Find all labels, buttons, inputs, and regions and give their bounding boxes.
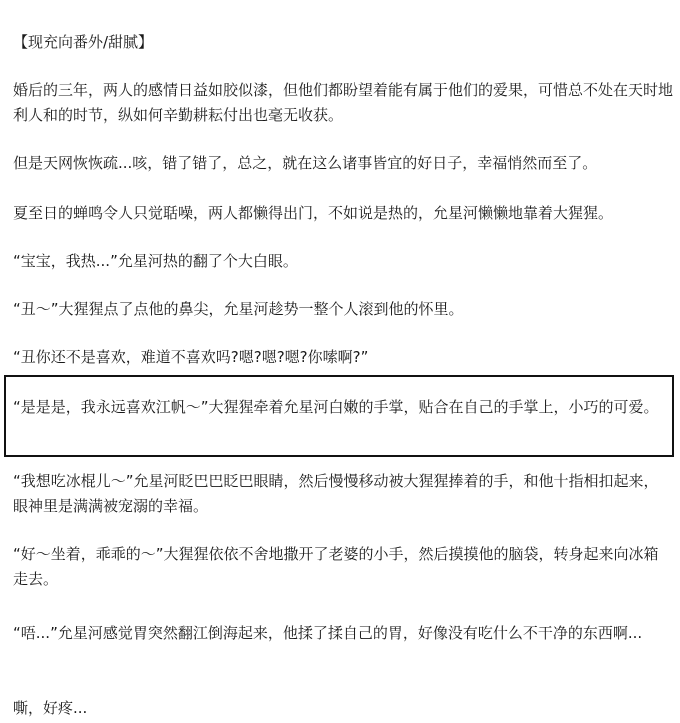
paragraph-3: 夏至日的蝉鸣令人只觉聒噪，两人都懒得出门，不如说是热的，允星河懒懒地靠着大猩猩。	[13, 204, 614, 222]
paragraph-9: “好～坐着，乖乖的～”大猩猩依依不舍地撒开了老婆的小手，然后摸摸他的脑袋，转身起来向冰箱走去。	[13, 545, 659, 588]
paragraph-1: 婚后的三年，两人的感情日益如胶似漆，但他们都盼望着能有属于他们的爱果，可惜总不处在天时地利人和的时节，纵如何辛勤耕耘付出也毫无收获。	[13, 81, 674, 124]
paragraph-10: “唔...”允星河感觉胃突然翻江倒海起来，他揉了揉自己的胃，好像没有吃什么不干净的东西啊...	[13, 624, 643, 642]
paragraph-5: “丑～”大猩猩点了点他的鼻尖，允星河趁势一整个人滚到他的怀里。	[13, 300, 464, 318]
paragraph-2: 但是天网恢恢疏...咳，错了错了，总之，就在这么诸事皆宜的好日子，幸福悄然而至了。	[13, 154, 598, 172]
paragraph-11: 嘶，好疼...	[13, 699, 88, 717]
document-title: 【现充向番外/甜腻】	[13, 33, 154, 51]
paragraph-7-highlighted: “是是是，我永远喜欢江帆～”大猩猩牵着允星河白嫩的手掌，贴合在自己的手掌上，小巧的可爱。	[13, 398, 659, 416]
paragraph-6: “丑你还不是喜欢，难道不喜欢吗?嗯?嗯?嗯?你嗦啊?”	[13, 348, 369, 366]
paragraph-8: “我想吃冰棍儿～”允星河眨巴巴眨巴眼睛，然后慢慢移动被大猩猩捧着的手，和他十指相扣起来，眼神里是满满被宠溺的幸福。	[13, 472, 659, 515]
paragraph-4: “宝宝，我热...”允星河热的翻了个大白眼。	[13, 252, 298, 270]
